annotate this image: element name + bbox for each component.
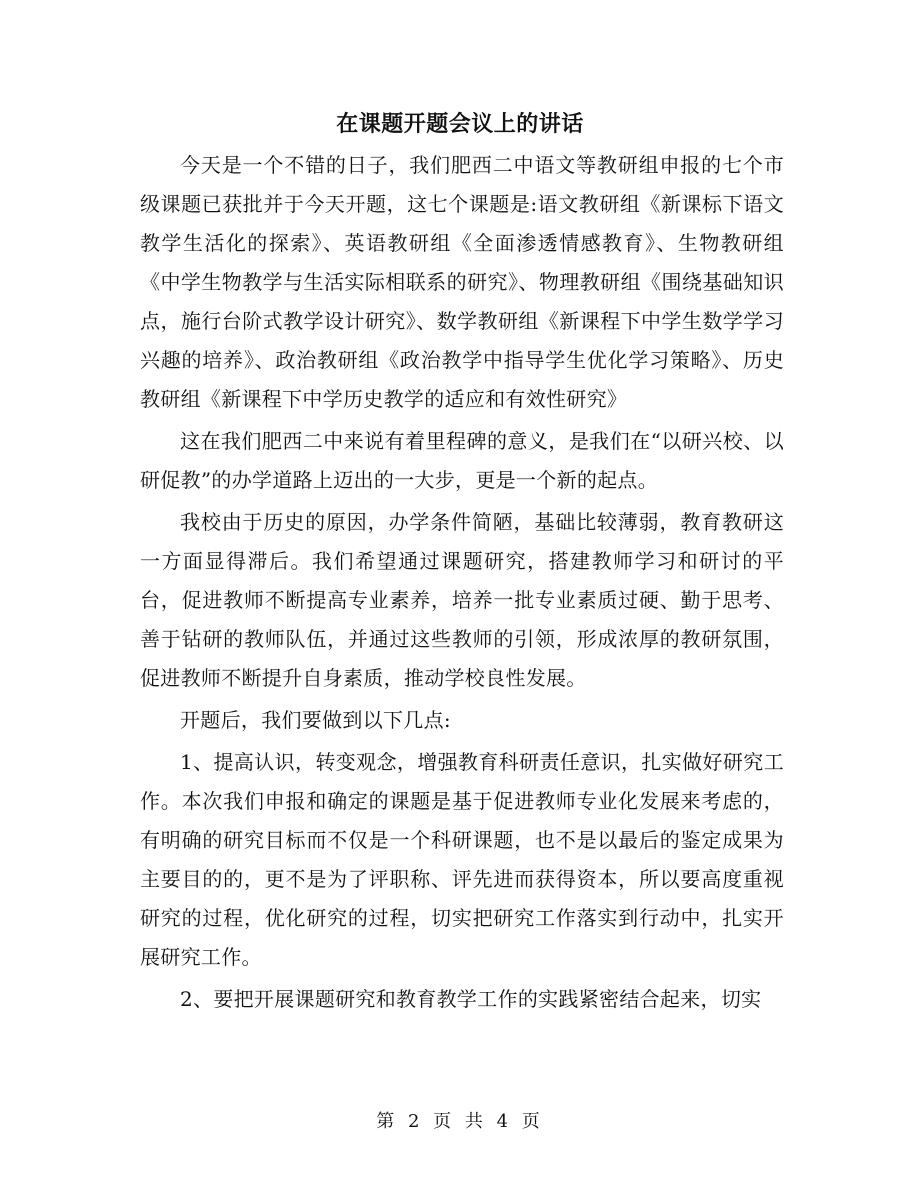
document-body (140, 146, 784, 1022)
paragraph: 1、提高认识，转变观念，增强教育科研责任意识，扎实做好研究工作。本次我们申报和确定的课题是基于促进教师专业化发展来考虑的，有明确的研究目标而不仅是一个科研课题，也不是以最后的鉴定成果为主要目的的，更不是为了评职称、评先进而获得资本，所以要高度重视研究的过程，优化研究的过程，切实把研究工作落实到行动中，扎实开展研究工作。 (140, 750, 784, 969)
paragraph: 这在我们肥西二中来说有着里程碑的意义，是我们在“以研兴校、以研促教”的办学道路上迈出的一大步，更是一个新的起点。 (140, 429, 784, 492)
page-number-footer: 第 2 页 共 4 页 (376, 1111, 544, 1132)
paragraph: 开题后，我们要做到以下几点: (180, 708, 451, 732)
paragraph: 今天是一个不错的日子，我们肥西二中语文等教研组申报的七个市级课题已获批并于今天开题，这七个课题是:语文教研组《新课标下语文教学生活化的探索》、英语教研组《全面渗透情感教育》、生物教研组《中学生物教学与生活实际相联系的研究》、物理教研组《围绕基础知识点，施行台阶式教学设计研究》、数学教研组《新课程下中学生数学学习兴趣的培养》、政治教研组《政治教学中指导学生优化学习策略》、历史教研组《新课程下中学历史教学的适应和有效性研究》 (140, 153, 784, 411)
paragraph: 我校由于历史的原因，办学条件简陋，基础比较薄弱，教育教研这一方面显得滞后。我们希望通过课题研究，搭建教师学习和研讨的平台，促进教师不断提高专业素养，培养一批专业素质过硬、勤于思考、善于钻研的教师队伍，并通过这些教师的引领，形成浓厚的教研氛围，促进教师不断提升自身素质，推动学校良性发展。 (140, 510, 784, 690)
document-title: 在课题开题会议上的讲话 (336, 111, 584, 137)
paragraph: 2、要把开展课题研究和教育教学工作的实践紧密结合起来，切实 (180, 987, 762, 1011)
